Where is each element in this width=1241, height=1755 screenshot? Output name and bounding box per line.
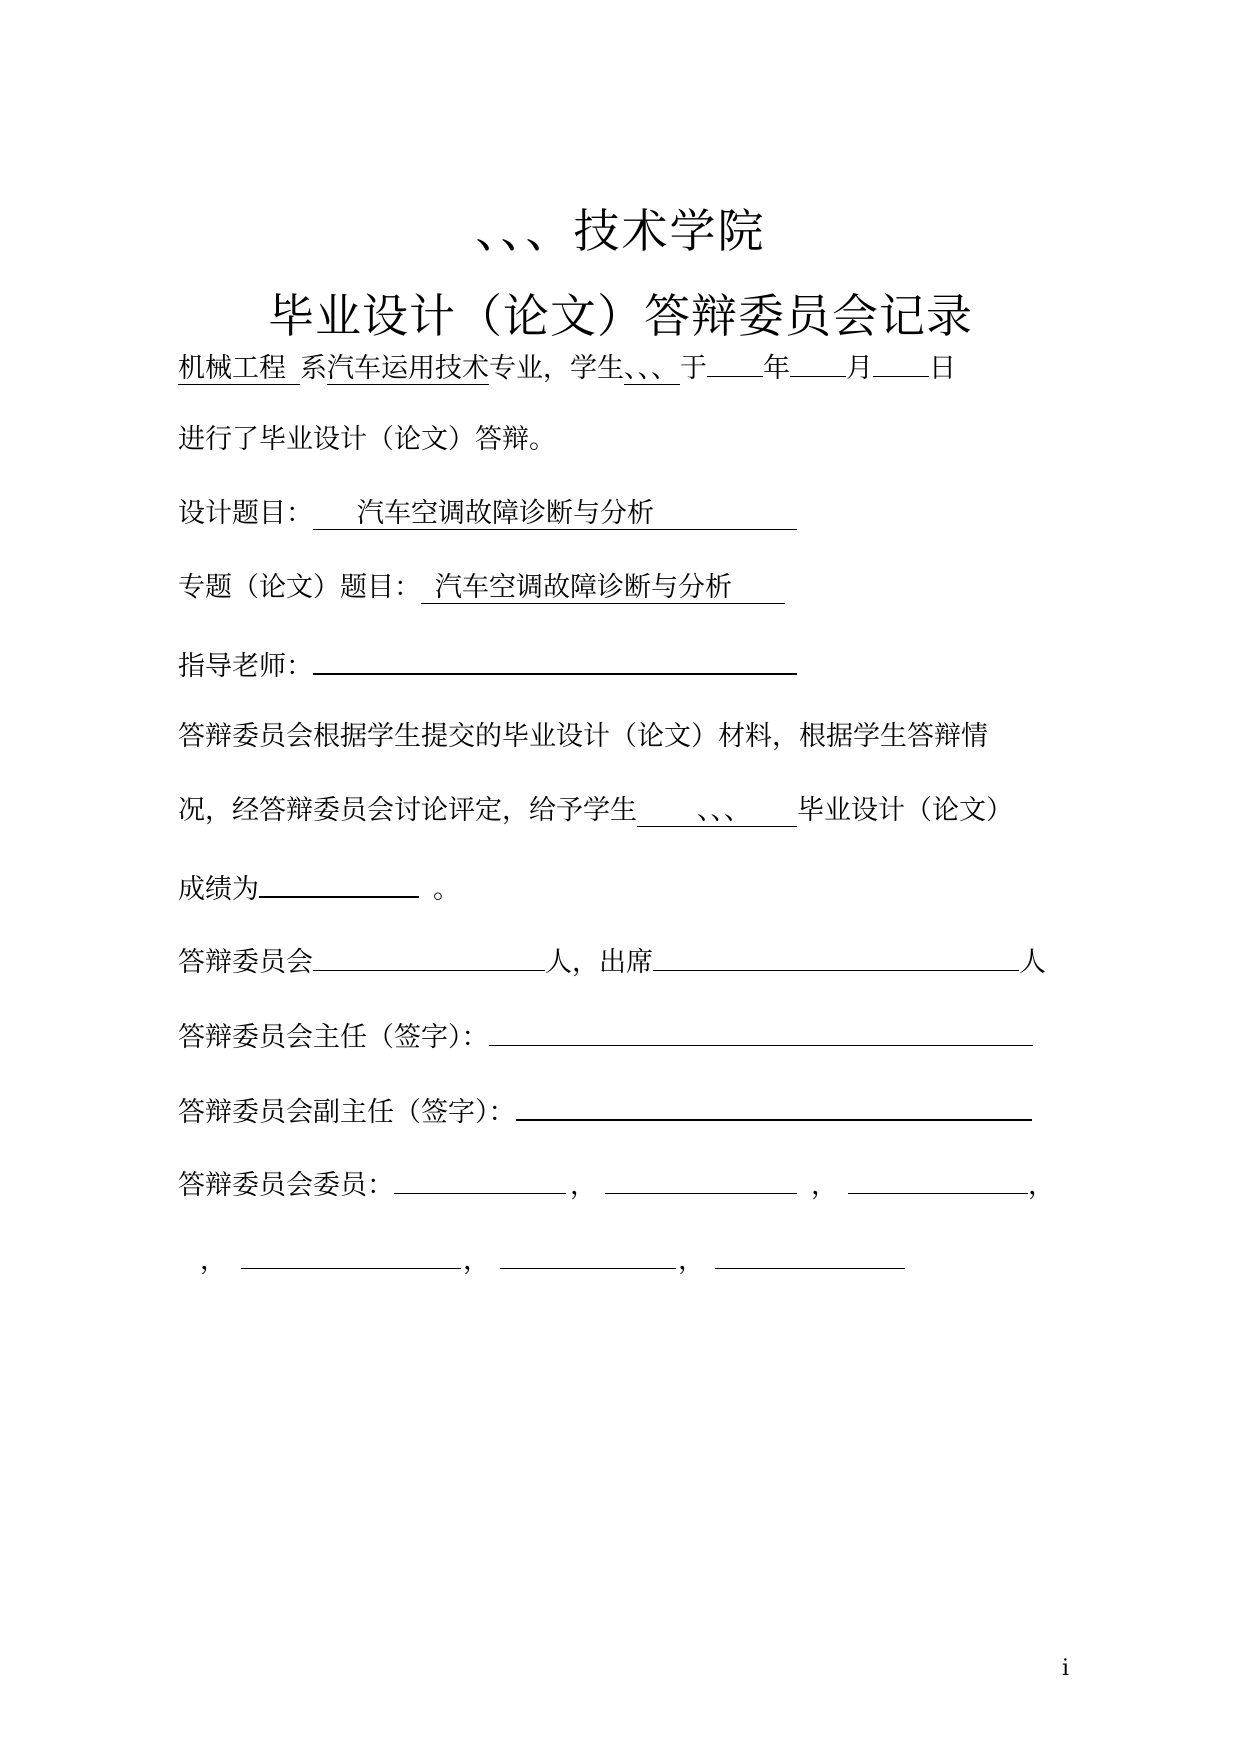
design-topic-label: 设计题目： [178, 498, 313, 529]
evaluation-line-1: 答辩委员会根据学生提交的毕业设计（论文）材料，根据学生答辩情 [178, 721, 988, 752]
vice-chair-signature-blank[interactable] [516, 1091, 1032, 1121]
attendance-suffix: 人 [1019, 947, 1046, 978]
evaluation-prefix: 况，经答辩委员会讨论评定，给予学生 [178, 795, 637, 826]
attendance-prefix: 答辩委员会 [178, 947, 313, 978]
day-label: 日 [929, 353, 956, 384]
month-blank[interactable] [790, 348, 846, 377]
special-topic-label: 专题（论文）题目： [178, 572, 421, 603]
record-line-1 [178, 348, 956, 386]
advisor-blank[interactable] [313, 645, 797, 675]
date-prefix: 于 [680, 353, 707, 384]
member-sep-5: ， [463, 1245, 490, 1276]
advisor-row [178, 645, 797, 684]
evaluation-line-2 [178, 794, 1013, 828]
member-sep-6: ， [678, 1245, 705, 1276]
member-sep-4: ， [200, 1245, 227, 1276]
members-row-2 [200, 1240, 905, 1278]
attendance-mid: 人，出席 [545, 947, 653, 978]
grade-row [178, 868, 460, 907]
grade-period: 。 [433, 874, 460, 905]
member-blank-5[interactable] [500, 1240, 676, 1269]
committee-count-blank[interactable] [313, 942, 545, 971]
chair-row [178, 1017, 1033, 1055]
evaluation-suffix: 毕业设计（论文） [797, 795, 1013, 826]
major-suffix: 专业，学生 [489, 353, 624, 384]
department-suffix: 系 [300, 353, 327, 384]
member-sep-3: ， [1028, 1170, 1055, 1201]
advisor-label: 指导老师： [178, 651, 313, 682]
member-sep-2: ， [811, 1170, 838, 1201]
members-label: 答辩委员会委员： [178, 1170, 394, 1201]
member-sep-1: ， [570, 1170, 597, 1201]
design-topic-row [178, 497, 797, 531]
document-title: 毕业设计（论文）答辩委员会记录 [268, 289, 973, 343]
year-blank[interactable] [707, 348, 763, 377]
page-number: i [1062, 1656, 1070, 1681]
chair-label: 答辩委员会主任（签字）： [178, 1022, 489, 1053]
chair-signature-blank[interactable] [489, 1017, 1033, 1046]
evaluation-student: 、、、 [637, 796, 797, 827]
vice-chair-row [178, 1091, 1032, 1130]
member-blank-4[interactable] [241, 1240, 461, 1269]
month-label: 月 [846, 353, 873, 384]
design-topic-value: 汽车空调故障诊断与分析 [313, 499, 797, 530]
member-blank-2[interactable] [605, 1165, 797, 1194]
member-blank-3[interactable] [848, 1165, 1028, 1194]
member-blank-6[interactable] [715, 1240, 905, 1269]
department: 机械工程 [178, 354, 300, 385]
attendance-row [178, 942, 1046, 980]
special-topic-value: 汽车空调故障诊断与分析 [421, 573, 785, 604]
major: 汽车运用技术 [327, 353, 489, 384]
attendee-count-blank[interactable] [653, 942, 1019, 971]
member-blank-1[interactable] [394, 1165, 566, 1194]
year-label: 年 [763, 353, 790, 384]
institution-title: 、、、技术学院 [475, 204, 766, 258]
grade-blank[interactable] [259, 868, 419, 898]
day-blank[interactable] [873, 348, 929, 377]
special-topic-row [178, 571, 785, 605]
student-name: 、、、 [624, 353, 678, 384]
vice-chair-label: 答辩委员会副主任（签字）： [178, 1097, 516, 1128]
grade-label: 成绩为 [178, 874, 259, 905]
members-row-1 [178, 1165, 1055, 1203]
record-line-2: 进行了毕业设计（论文）答辩。 [178, 424, 556, 455]
